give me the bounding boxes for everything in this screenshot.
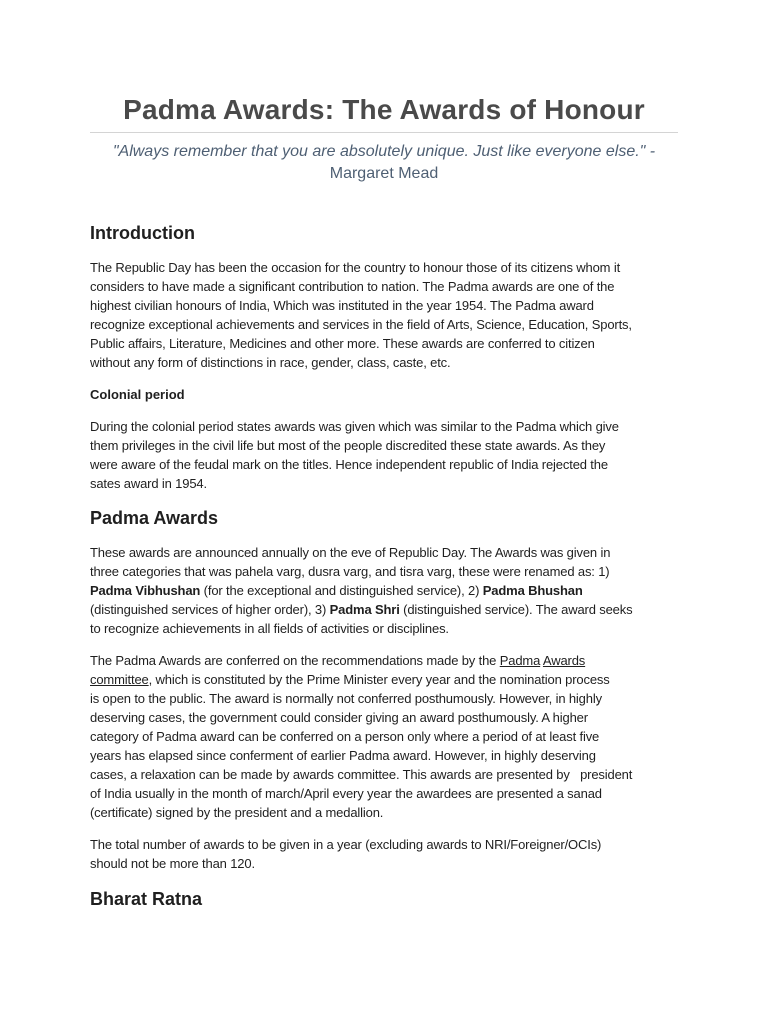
paragraph-line: (certificate) signed by the president and a medallion. xyxy=(90,805,384,820)
epigraph-quote xyxy=(90,141,678,185)
paragraph-line: highest civilian honours of India, Which was instituted in the year 1954. The Padma award xyxy=(90,298,594,313)
paragraph-line: recognize exceptional achievements and services in the field of Arts, Science, Education, Sports, xyxy=(90,317,632,332)
paragraph-line: sates award in 1954. xyxy=(90,476,207,491)
document-page xyxy=(90,0,678,911)
paragraph-line xyxy=(90,670,678,689)
paragraph-line: to recognize achievements in all fields of activities or disciplines. xyxy=(90,621,449,636)
paragraph-line xyxy=(90,651,678,670)
paragraph-line: The Republic Day has been the occasion for the country to honour those of its citizens whom it xyxy=(90,260,621,275)
quote-text: "Always remember that you are absolutely unique. Just like everyone else." - xyxy=(112,143,656,160)
document-title: Padma Awards: The Awards of Honour xyxy=(123,94,645,125)
inline-text: (distinguished service). The award seeks xyxy=(399,602,633,617)
padma-categories-paragraph xyxy=(90,543,678,638)
paragraph-line: them privileges in the civil life but most of the people discredited these state awards. As they xyxy=(90,438,606,453)
paragraph-line: without any form of distinctions in race, gender, class, caste, etc. xyxy=(90,355,451,370)
inline-text: The Padma Awards are conferred on the recommendations made by the xyxy=(90,653,500,668)
paragraph-line: is open to the public. The award is normally not conferred posthumously. However, in highly xyxy=(90,691,602,706)
padma-link[interactable]: Padma xyxy=(499,653,541,668)
inline-text: (distinguished services of higher order), 3) xyxy=(90,602,330,617)
paragraph-line: were aware of the feudal mark on the titles. Hence independent republic of India rejected the xyxy=(90,457,608,472)
introduction-paragraph xyxy=(90,258,678,372)
quote-author: Margaret Mead xyxy=(329,165,439,182)
paragraph-line: The total number of awards to be given in a year (excluding awards to NRI/Foreigner/OCIs) xyxy=(90,837,602,852)
colonial-paragraph xyxy=(90,417,678,493)
paragraph-line: considers to have made a significant contribution to nation. The Padma awards are one of the xyxy=(90,279,615,294)
paragraph-line: These awards are announced annually on the eve of Republic Day. The Awards was given in xyxy=(90,545,611,560)
paragraph-line: of India usually in the month of march/April every year the awardees are presented a sanad xyxy=(90,786,602,801)
section-heading-padma-awards: Padma Awards xyxy=(90,508,219,528)
padma-committee-paragraph xyxy=(90,651,678,822)
paragraph-line: cases, a relaxation can be made by awards committee. This awards are presented by president xyxy=(90,767,633,782)
committee-link[interactable]: committee xyxy=(90,672,149,687)
paragraph-line xyxy=(90,581,678,600)
paragraph-line: Public affairs, Literature, Medicines and other more. These awards are conferred to citizen xyxy=(90,336,595,351)
title-divider xyxy=(90,132,678,133)
award-name-padma-vibhushan: Padma Vibhushan xyxy=(90,583,201,598)
paragraph-line: should not be more than 120. xyxy=(90,856,255,871)
inline-text: , which is constituted by the Prime Minister every year and the nomination process xyxy=(148,672,610,687)
paragraph-line: During the colonial period states awards was given which was similar to the Padma which give xyxy=(90,419,619,434)
paragraph-line: three categories that was pahela varg, dusra varg, and tisra varg, these were renamed as: 1) xyxy=(90,564,610,579)
awards-link[interactable]: Awards xyxy=(542,653,586,668)
paragraph-line: deserving cases, the government could consider giving an award posthumously. A higher xyxy=(90,710,588,725)
paragraph-line xyxy=(90,600,678,619)
award-limit-paragraph xyxy=(90,835,678,873)
section-heading-introduction: Introduction xyxy=(90,223,195,243)
award-name-padma-shri: Padma Shri xyxy=(329,602,400,617)
paragraph-line: category of Padma award can be conferred on a person only where a period of at least five xyxy=(90,729,600,744)
paragraph-line: years has elapsed since conferment of earlier Padma award. However, in highly deserving xyxy=(90,748,596,763)
award-name-padma-bhushan: Padma Bhushan xyxy=(482,583,583,598)
subsection-heading-colonial-period: Colonial period xyxy=(90,387,185,402)
inline-text: (for the exceptional and distinguished service), 2) xyxy=(200,583,483,598)
section-heading-bharat-ratna: Bharat Ratna xyxy=(90,889,203,909)
